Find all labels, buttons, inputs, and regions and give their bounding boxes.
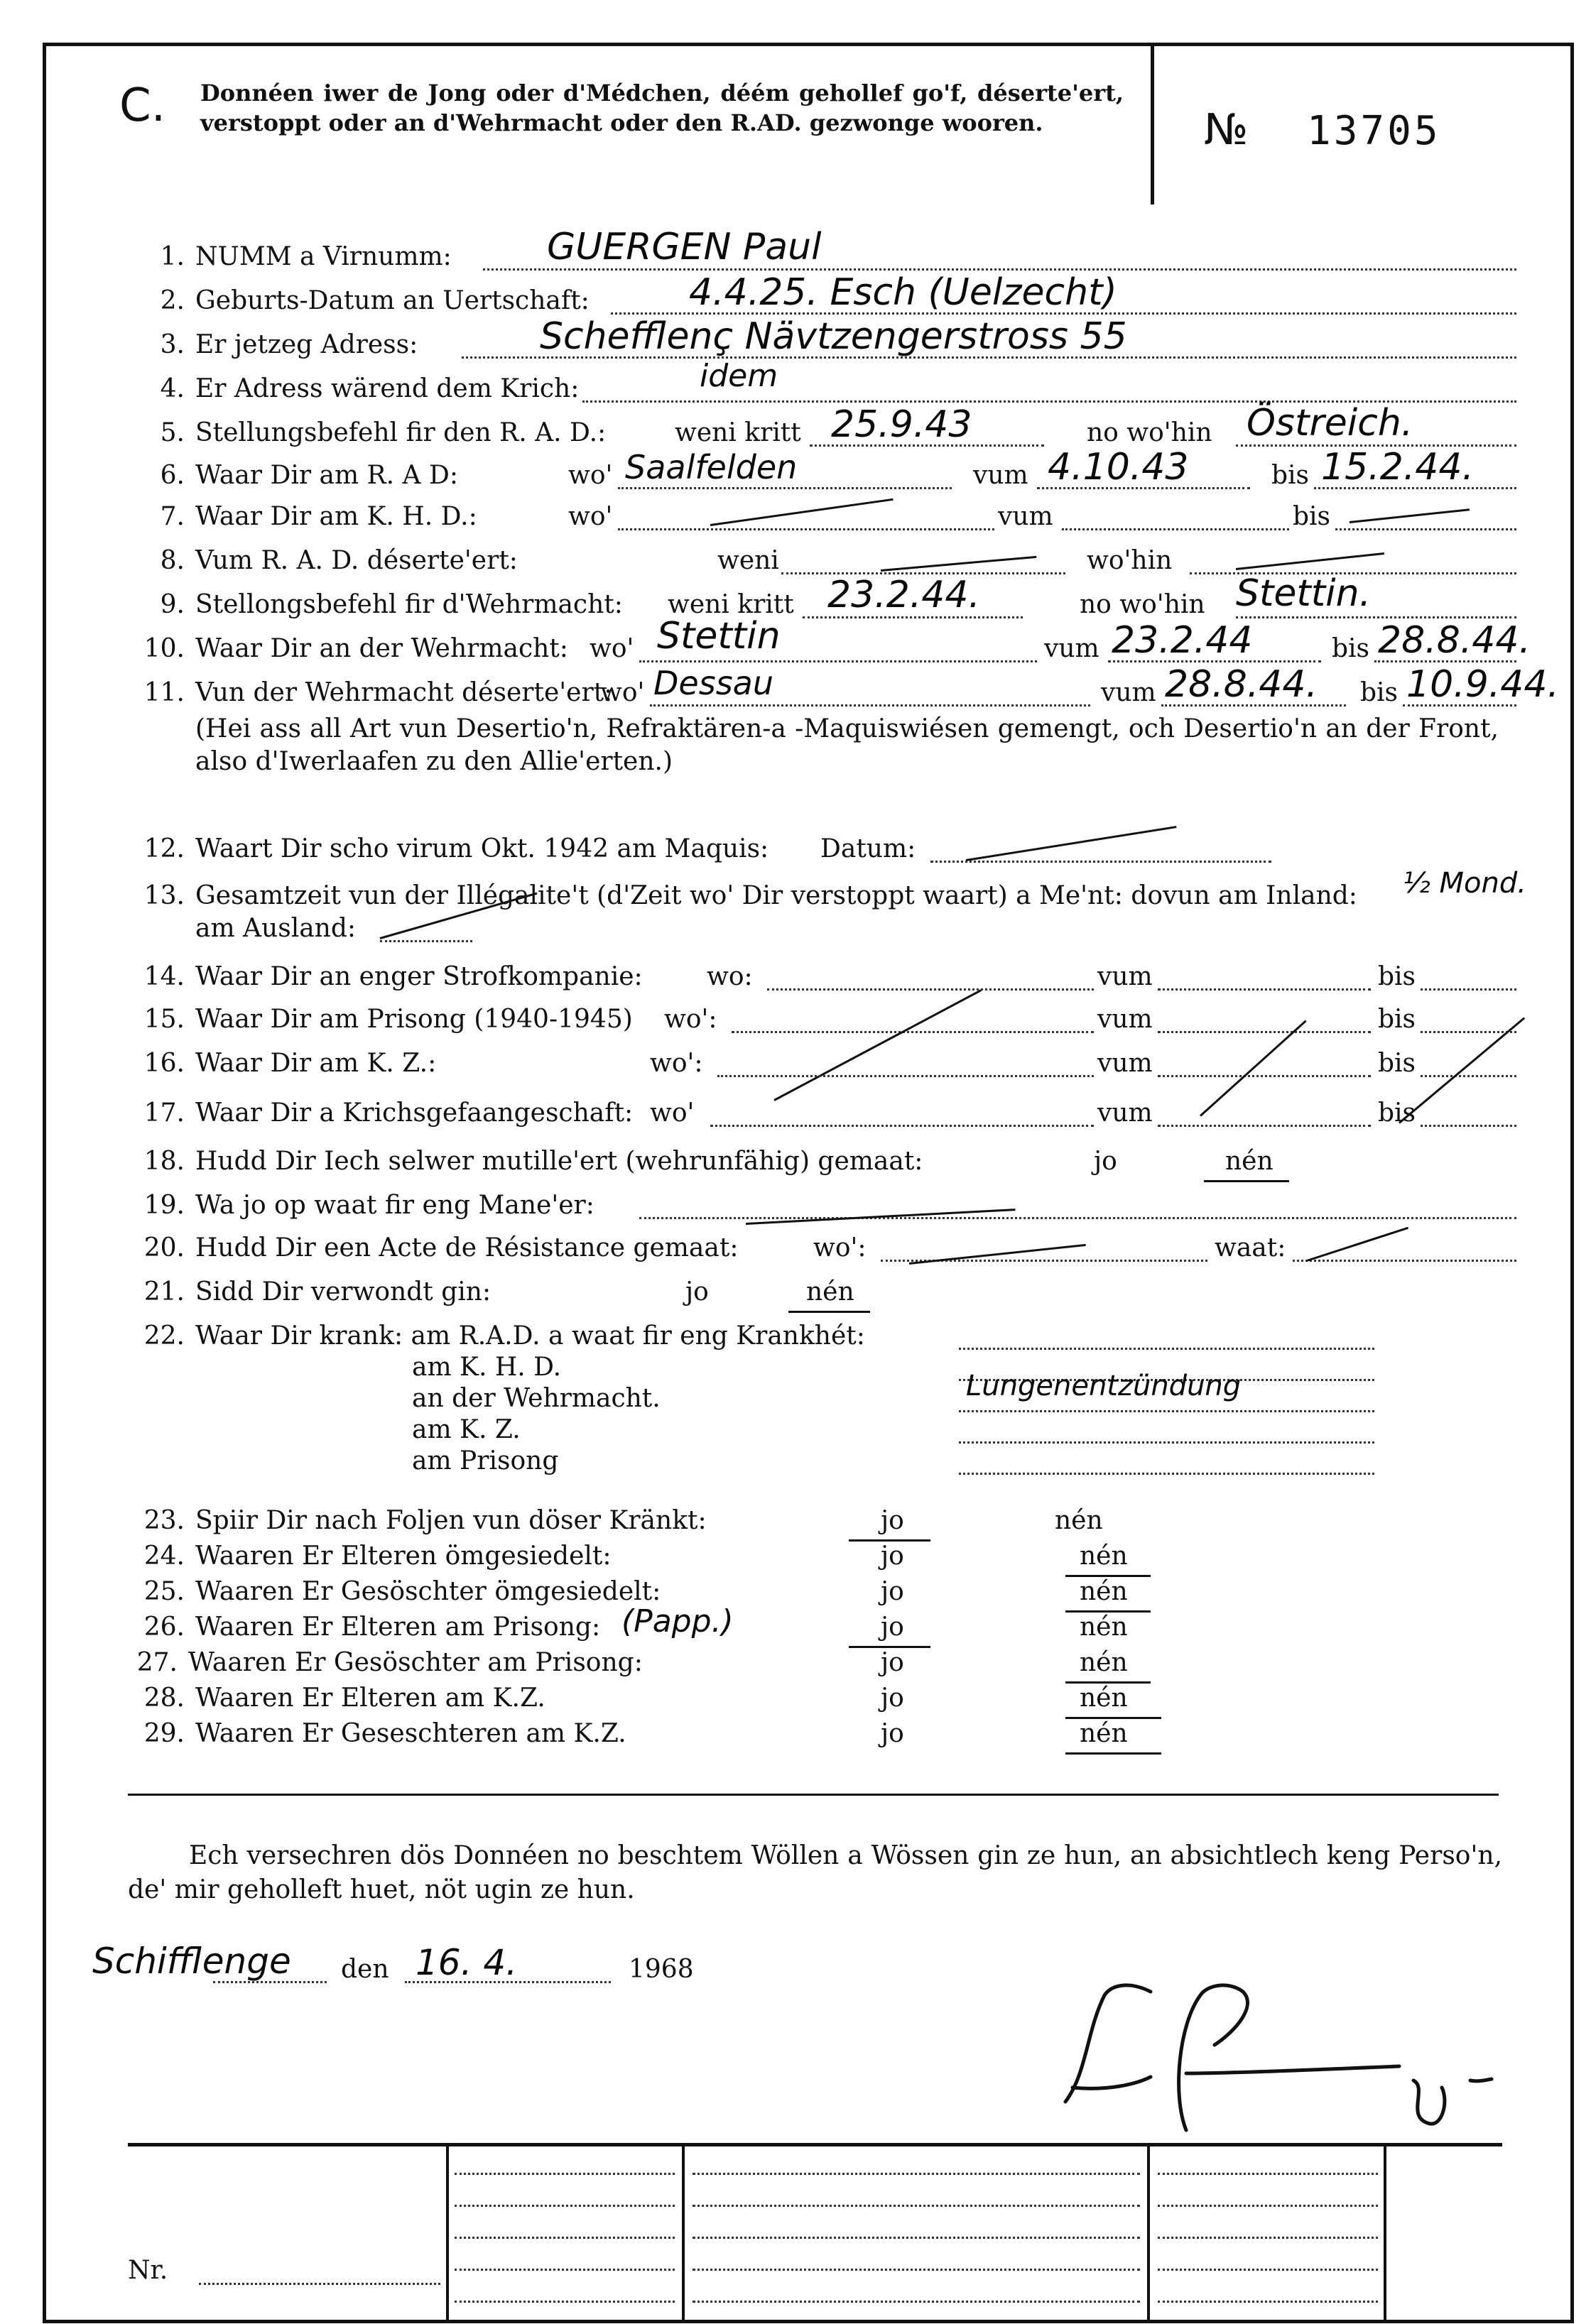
row-4: 4. Er Adress wärend dem Krich: idem — [128, 369, 1520, 409]
row-12: 12. Waart Dir scho virum Okt. 1942 am Maquis: Datum: — [128, 829, 1520, 869]
field-wm-order-date[interactable]: 23.2.44. — [827, 574, 981, 616]
header-divider — [1151, 43, 1154, 204]
field-address[interactable]: Schefflenç Nävtzengerstross 55 — [540, 315, 1127, 358]
row-7: 7. Waar Dir am K. H. D.: wo' vum bis — [128, 497, 1520, 537]
answer-no[interactable]: nén — [1225, 1147, 1274, 1176]
row-13-abroad: am Ausland: — [128, 909, 1520, 949]
row-19: 19. Wa jo op waat fir eng Mane'er: — [128, 1186, 1520, 1226]
row-14: 14. Waar Dir an enger Strofkompanie: wo: vum bis — [128, 957, 1520, 997]
row-29: 29. Waaren Er Geseschteren am K.Z. jo nén — [128, 1714, 1520, 1754]
answer-no[interactable]: nén — [1080, 1719, 1128, 1748]
row-15: 15. Waar Dir am Prisong (1940-1945) wo': vum bis — [128, 1000, 1520, 1040]
field-inland-duration[interactable]: ½ Mond. — [1403, 867, 1526, 900]
field-birth[interactable]: 4.4.25. Esch (Uelzecht) — [689, 271, 1117, 314]
field-war-address[interactable]: idem — [700, 358, 778, 394]
row-28: 28. Waaren Er Elteren am K.Z. jo nén — [128, 1679, 1520, 1718]
row-22: 22. Waar Dir krank: am R.A.D. a waat fir eng Krankhét: — [128, 1316, 1520, 1356]
row-21: 21. Sidd Dir verwondt gin: jo nén — [128, 1272, 1520, 1312]
row-5: 5. Stellungsbefehl fir den R. A. D.: weni kritt 25.9.43 no wo'hin Östreich. — [128, 413, 1520, 453]
field-rad-order-date[interactable]: 25.9.43 — [831, 403, 972, 446]
footer-rule — [128, 2143, 1502, 2146]
row-10: 10. Waar Dir an der Wehrmacht: wo' Stettin vum 23.2.44 bis 28.8.44. — [143, 615, 1531, 663]
row-2: 2. Geburts-Datum an Uertschaft: 4.4.25. Esch (Uelzecht) — [128, 281, 1520, 321]
row-9: 9. Stellongsbefehl fir d'Wehrmacht: weni kritt 23.2.44. no wo'hin Stettin. — [128, 585, 1520, 625]
illness-kz: am K. Z. — [128, 1410, 1520, 1450]
row-13: 13. Gesamtzeit vun der Illégalite't (d'Zeit wo' Dir verstoppt waart) a Me'nt: dovun am Inland: ½ Mond. — [128, 876, 1520, 916]
signoff-date[interactable]: 16. 4. — [416, 1942, 518, 1983]
row-25: 25. Waaren Er Gesöschter ömgesiedelt: jo nén — [128, 1572, 1520, 1612]
section-letter: C. — [119, 80, 166, 132]
row-11: 11. Vun der Wehrmacht déserte'ert: wo' Dessau vum 28.8.44. bis 10.9.44. — [143, 663, 1560, 707]
field-illness[interactable]: Lungenentzündung — [966, 1370, 1242, 1402]
answer-no[interactable]: nén — [1080, 1577, 1128, 1606]
row-23: 23. Spiir Dir nach Foljen vun döser Kränkt: jo nén — [128, 1501, 1520, 1541]
answer-no[interactable]: nén — [1080, 1648, 1128, 1677]
field-wm-order-dest[interactable]: Stettin. — [1236, 572, 1372, 615]
row-20: 20. Hudd Dir een Acte de Résistance gemaat: wo': waat: — [128, 1228, 1520, 1268]
declaration: Ech versechren dös Donnéen no beschtem Wöllen a Wössen gin ze hun, an absichtlech keng Perso'n, de' mir geholleft huet, nöt ugin ze hun. — [128, 1841, 1502, 1904]
form-title: Donnéen iwer de Jong oder d'Médchen, déém gehollef go'f, déserte'ert, verstoppt oder an d'Wehrmacht oder den R.AD. gezwonge wooren. — [200, 80, 1124, 136]
illness-wehrmacht: an der Wehrmacht. Lungenentzündung — [128, 1379, 1520, 1419]
section-divider — [128, 1794, 1499, 1796]
footer-nr-label: Nr. — [128, 2256, 168, 2285]
row-26: 26. Waaren Er Elteren am Prisong: (Papp.) jo nén — [128, 1608, 1520, 1647]
row-18: 18. Hudd Dir Iech selwer mutille'ert (wehrunfähig) gemaat: jo nén — [128, 1142, 1520, 1182]
field-rad-where[interactable]: Saalfelden — [625, 448, 798, 486]
field-rad-from[interactable]: 4.10.43 — [1048, 446, 1189, 489]
signoff-place[interactable]: Schifflenge — [92, 1941, 291, 1982]
field-rad-order-dest[interactable]: Östreich. — [1247, 402, 1413, 444]
row-16: 16. Waar Dir am K. Z.: wo': vum bis — [128, 1044, 1520, 1084]
row-17: 17. Waar Dir a Krichsgefaangeschaft: wo' vum bis — [128, 1093, 1520, 1133]
number-symbol: № — [1204, 105, 1249, 155]
row-24: 24. Waaren Er Elteren ömgesiedelt: jo nén — [128, 1537, 1520, 1576]
answer-yes[interactable]: jo — [881, 1506, 904, 1535]
field-wm-from[interactable]: 23.2.44 — [1112, 619, 1253, 662]
form-number: 13705 — [1307, 108, 1441, 154]
row-27: 27. Waaren Er Gesöschter am Prisong: jo nén — [128, 1643, 1520, 1683]
row-1: 1. NUMM a Virnumm: GUERGEN Paul — [128, 237, 1520, 277]
row-3: 3. Er jetzeg Adress: Schefflenç Nävtzengerstross 55 — [128, 325, 1520, 365]
answer-no[interactable]: nén — [806, 1277, 854, 1306]
illness-prison: am Prisong — [128, 1441, 1520, 1481]
field-desert-to[interactable]: 10.9.44. — [1406, 663, 1560, 706]
field-desert-from[interactable]: 28.8.44. — [1165, 663, 1318, 706]
field-wm-to[interactable]: 28.8.44. — [1378, 619, 1531, 662]
illness-khd: am K. H. D. — [128, 1348, 1520, 1387]
field-wm-where[interactable]: Stettin — [657, 615, 781, 658]
row-6: 6. Waar Dir am R. A D: wo' Saalfelden vum 4.10.43 bis 15.2.44. — [128, 456, 1520, 496]
field-name[interactable]: GUERGEN Paul — [547, 226, 822, 268]
field-rad-to[interactable]: 15.2.44. — [1321, 446, 1475, 489]
note-desertion: (Hei ass all Art vun Desertio'n, Refraktären-a -Maquiswiésen gemengt, och Desertio'n an der Front, also d'Iwerlaafen zu den Allie'erten.) — [195, 714, 1499, 776]
field-desert-where[interactable]: Dessau — [653, 664, 773, 702]
answer-yes[interactable]: jo — [881, 1613, 904, 1642]
answer-no[interactable]: nén — [1080, 1542, 1128, 1571]
signature — [1044, 1967, 1520, 2137]
row-8: 8. Vum R. A. D. déserte'ert: weni wo'hin — [128, 541, 1520, 581]
answer-no[interactable]: nén — [1080, 1684, 1128, 1713]
field-parents-prison-note[interactable]: (Papp.) — [621, 1603, 734, 1640]
